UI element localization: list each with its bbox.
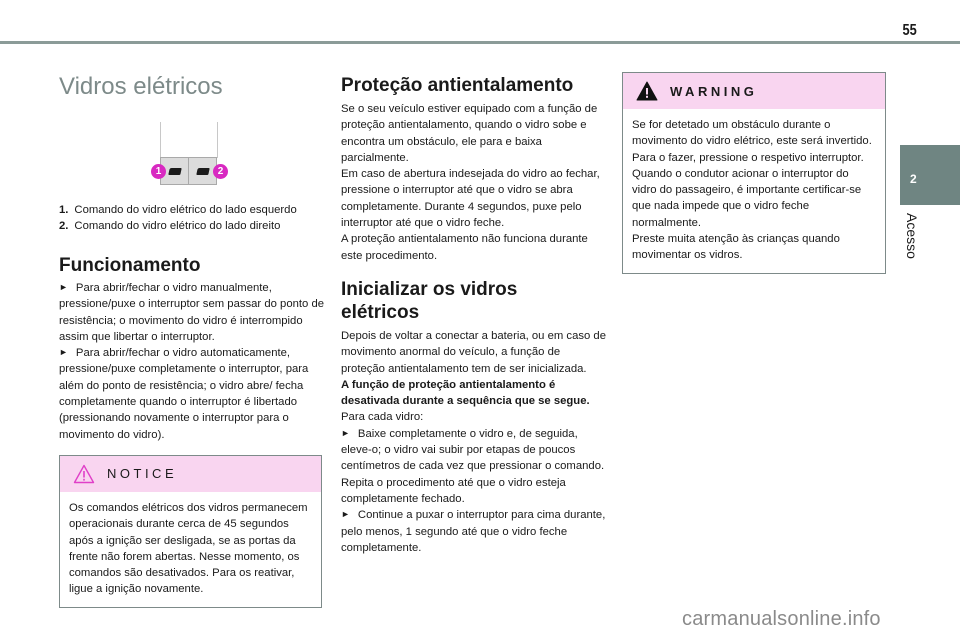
warning-filled-icon (636, 81, 658, 101)
header-rule (0, 41, 960, 44)
paragraph: Em caso de abertura indesejada do vidro ao fechar, pressione o interruptor até que o vidro se abra completamente. Durante 4 segundos, puxe pelo interruptor até que o vidro feche. (341, 168, 600, 230)
figure-wire-left (160, 122, 161, 158)
window-switch-icon (196, 168, 209, 175)
chapter-tab-label: Acesso (904, 213, 920, 259)
bold-paragraph: A função de proteção antientalamento é desativada durante a sequência que se segue. (341, 378, 590, 408)
right-column (622, 72, 886, 274)
callout-badge-1: 1 (151, 164, 166, 179)
window-switch-figure (59, 102, 324, 177)
section-title-funcionamento: Funcionamento (59, 255, 201, 276)
bullet-paragraph: ► Para abrir/fechar o vidro automaticamente, pressione/puxe completamente o interruptor, para além do ponto de resistência; o vidro abre/ fecha completamente quando o interruptor é libertado (pressionando novamente o interruptor para o movimento do vidro). (59, 345, 324, 443)
warning-header (623, 73, 885, 109)
figure-wire-right (217, 122, 218, 158)
window-switch-icon (168, 168, 181, 175)
figure-legend (59, 202, 324, 234)
notice-label: NOTICE (107, 466, 178, 482)
chapter-tab-label-wrap (902, 213, 922, 273)
left-column (59, 70, 324, 608)
warning-paragraph: Quando o condutor acionar o interruptor do vidro do passageiro, é importante certificar-se que nada impede que o vidro feche normalmente. (632, 167, 862, 229)
page-title: Vidros elétricos (59, 73, 223, 100)
notice-text: Os comandos elétricos dos vidros permanecem operacionais durante cerca de 45 segundos após a ignição ser desligada, se as portas da frente não forem abertas. Nesse momento, os comandos são desativados. Para os reativar, ligue a ignição novamente. (69, 501, 308, 596)
bullet-paragraph: ► Para abrir/fechar o vidro manualmente, pressione/puxe o interruptor sem passar do ponto de resistência; o movimento do vidro é interrompido assim que libertar o interruptor. (59, 280, 324, 345)
paragraph: Se o seu veículo estiver equipado com a função de proteção antientalamento, quando o vidro sobe e encontra um obstáculo, ele para e baixa parcialmente. (341, 103, 598, 164)
paragraph: Depois de voltar a conectar a bateria, ou em caso de movimento anormal do veículo, a função de proteção antientalamento tem de ser inicializada. (341, 329, 607, 375)
warning-outline-icon (73, 464, 95, 484)
chapter-tab[interactable] (900, 145, 960, 205)
middle-column (341, 74, 606, 556)
warning-paragraph: Preste muita atenção às crianças quando movimentar os vidros. (632, 233, 840, 262)
callout-badge-2: 2 (213, 164, 228, 179)
warning-label: WARNING (670, 83, 758, 99)
notice-header (60, 456, 321, 492)
paragraph: A proteção antientalamento não funciona durante este procedimento. (341, 233, 588, 262)
warning-body (623, 109, 885, 273)
paragraph: Para cada vidro: (341, 411, 424, 424)
legend-item: 2. Comando do vidro elétrico do lado direito (59, 220, 281, 232)
page-number: 55 (902, 22, 917, 39)
section-title-protecao: Proteção antientalamento (341, 75, 574, 96)
warning-box (622, 72, 886, 274)
notice-box (59, 455, 322, 608)
chapter-tab-number: 2 (910, 172, 917, 186)
watermark: carmanualsonline.info (682, 608, 881, 630)
bullet-paragraph: ► Continue a puxar o interruptor para cima durante, pelo menos, 1 segundo até que o vidro feche completamente. (341, 507, 606, 556)
bullet-paragraph: ► Baixe completamente o vidro e, de seguida, eleve-o; o vidro vai subir por etapas de poucos centímetros de cada vez que pressionar o comando. Repita o procedimento até que o vidro esteja completamente fechado. (341, 426, 606, 507)
section-title-inicializar: Inicializar os vidros elétricos (341, 278, 518, 323)
warning-paragraph: Se for detetado um obstáculo durante o movimento do vidro elétrico, este será invertido. Para o fazer, pressione o respetivo interruptor. (632, 119, 872, 164)
legend-item: 1. Comando do vidro elétrico do lado esquerdo (59, 204, 297, 216)
